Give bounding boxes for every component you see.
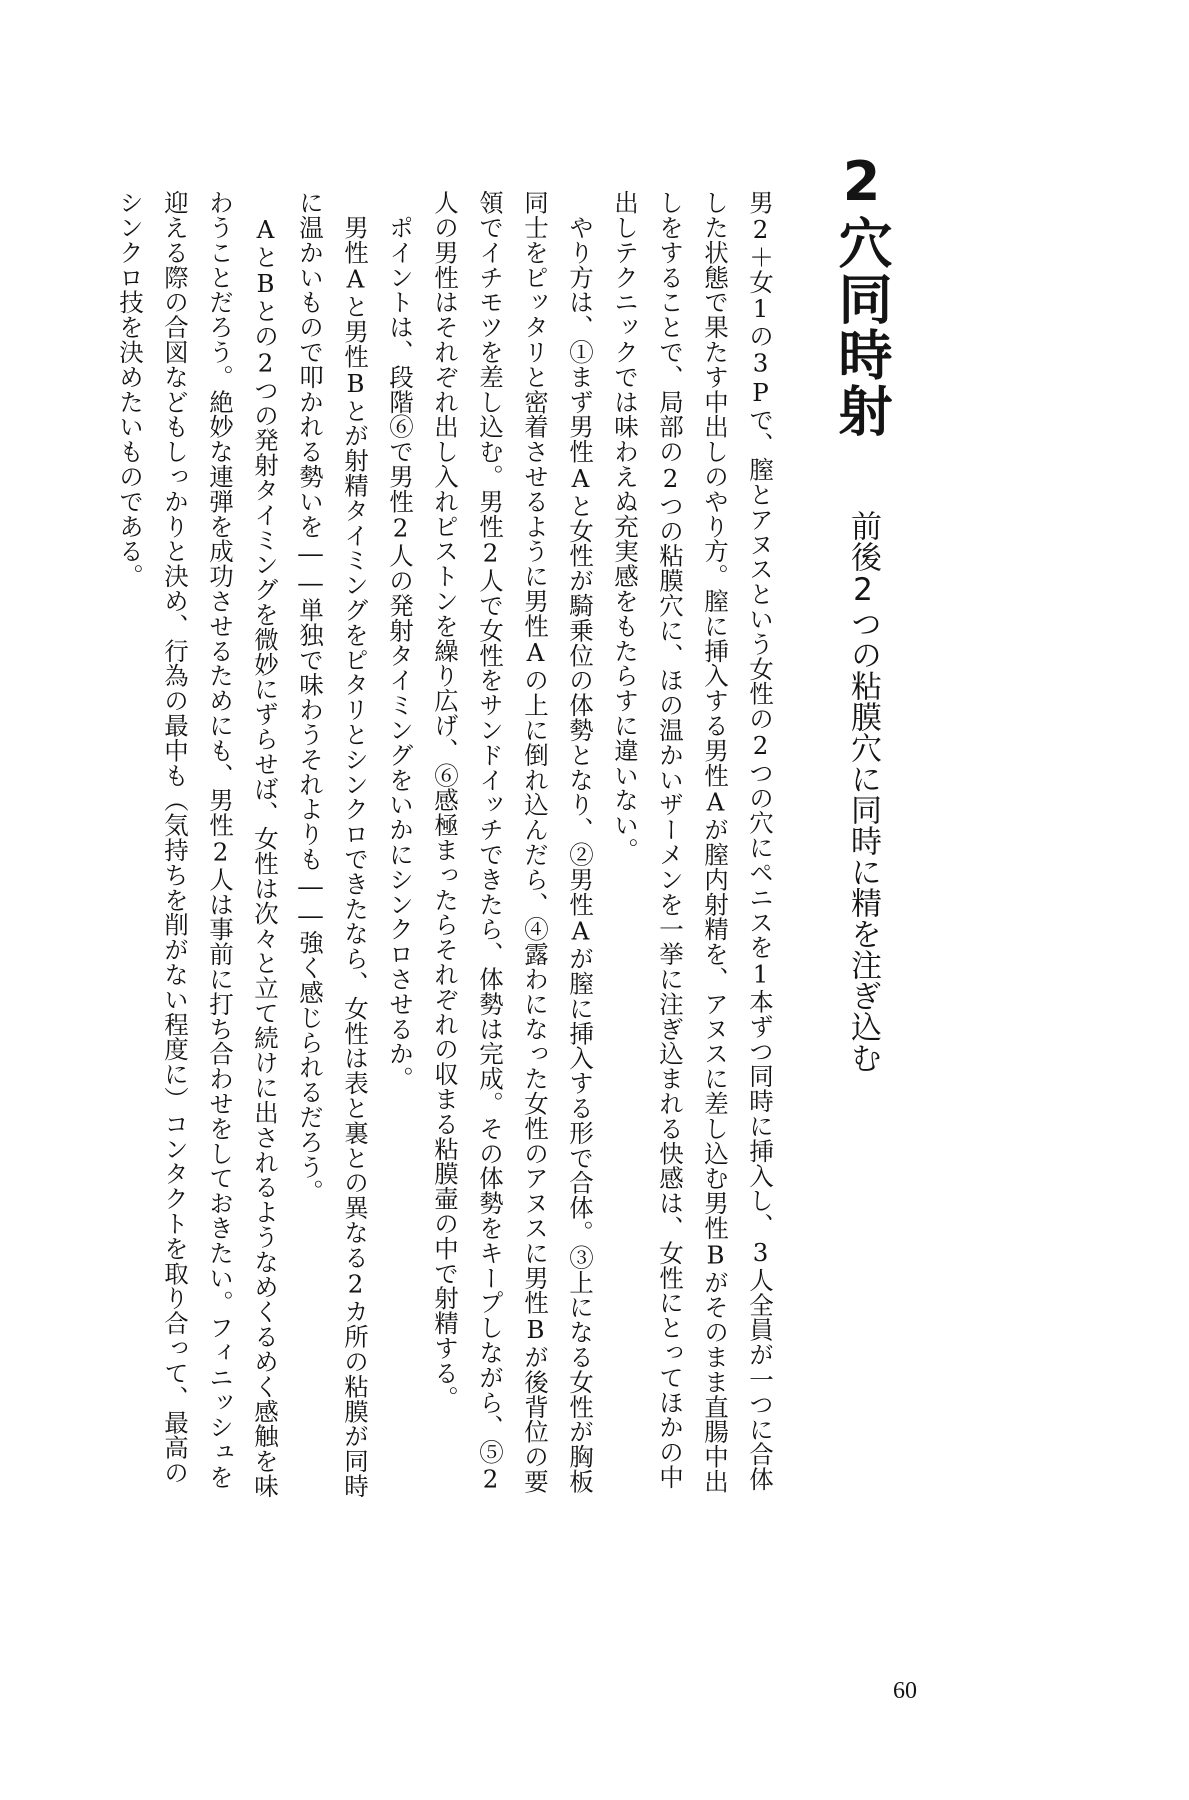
text-column: 同士をピッタリと密着させるように男性Aの上に倒れ込んだら、④露わになった女性のアヌスに男性Bが後背位の要 [521,190,550,1494]
text-column: AとBとの2つの発射タイミングを微妙にずらせば、女性は次々と立て続けに出されるようなめくるめく感触を味 [251,190,280,1499]
text-column: ポイントは、段階⑥で男性2人の発射タイミングをいかにシンクロさせるか。 [386,190,415,1091]
page-subtitle: 前後2つの粘膜穴に同時に精を注ぎ込む [845,510,881,1073]
text-column: 男2＋女1の3Pで、膣とアヌスという女性の2つの穴にペニスを1本ずつ同時に挿入し、3人全員が一つに合体 [746,190,775,1492]
text-column: しをすることで、局部の2つの粘膜穴に、ほの温かいザーメンを一挙に注ぎ込まれる快感は、女性にとってほかの中 [656,190,685,1490]
text-column: 迎える際の合図などもしっかりと決め、行為の最中も（気持ちを削がない程度に）コンタクトを取り合って、最高の [161,190,190,1485]
text-column: した状態で果たす中出しのやり方。膣に挿入する男性Aが膣内射精を、アヌスに差し込む男性Bがそのまま直腸中出 [701,190,730,1494]
text-column: 領でイチモツを差し込む。男性2人で女性をサンドイッチできたら、体勢は完成。その体勢をキープしながら、⑤2 [476,190,505,1494]
page-number: 60 [893,1678,917,1704]
text-column: 男性Aと男性Bとが射精タイミングをピタリとシンクロできたなら、女性は表と裏との異なる2カ所の粘膜が同時 [341,190,370,1499]
text-column: 出しテクニックでは味わえぬ充実感をもたらすに違いない。 [611,190,640,863]
body-text [108,190,783,1499]
text-column: 人の男性はそれぞれ出し入れピストンを繰り広げ、⑥感極まったらそれぞれの収まる粘膜壷の中で射精する。 [431,190,460,1411]
text-column: やり方は、①まず男性Aと女性が騎乗位の体勢となり、②男性Aが膣に挿入する形で合体。③上になる女性が胸板 [566,190,595,1494]
text-column: シンクロ技を決めたいものである。 [116,190,145,589]
text-column: わうことだろう。絶妙な連弾を成功させるためにも、男性2人は事前に打ち合わせをしておきたい。フィニッシュを [206,190,235,1490]
page-title: 2穴同時射 [830,150,893,439]
text-column: に温かいもので叩かれる勢いを――単独で味わうそれよりも――強く感じられるだろう。 [296,190,325,1204]
